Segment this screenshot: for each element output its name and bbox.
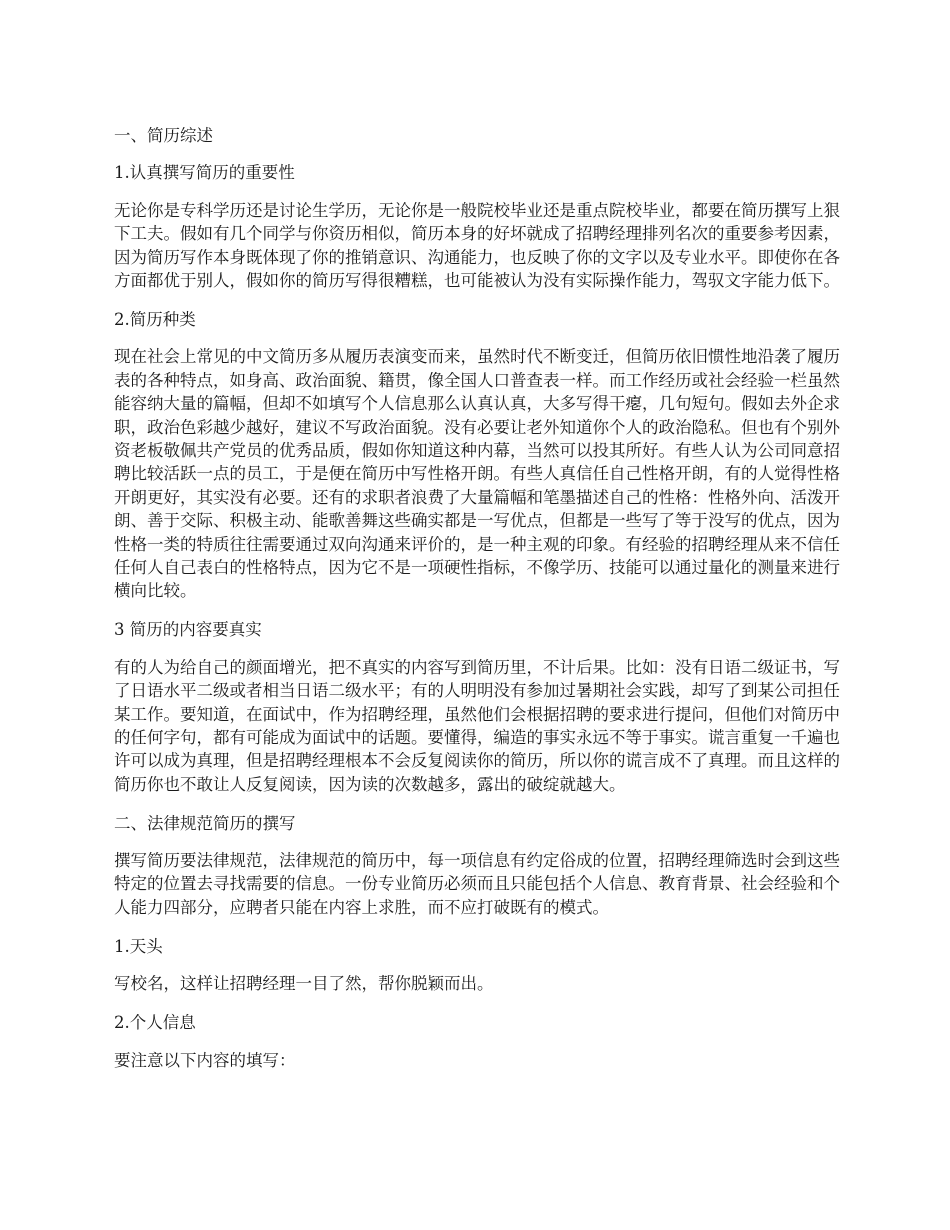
paragraph-types: 现在社会上常见的中文简历多从履历表演变而来，虽然时代不断变迁，但简历依旧惯性地沿袭了履历表的各种特点，如身高、政治面貌、籍贯，像全国人口普查表一样。而工作经历或社会经验一栏虽然能容纳大量的篇幅，但却不如填写个人信息那么认真认真，大多写得干瘪，几句短句。假如去外企求职，政治色彩越少越好，建议不写政治面貌。没有必要让老外知道你个人的政治隐私。但也有个别外资老板敬佩共产党员的优秀品质，假如你知道这种内幕，当然可以投其所好。有些人认为公司同意招聘比较活跃一点的员工，于是便在简历中写性格开朗。有些人真信任自己性格开朗，有的人觉得性格开朗更好，其实没有必要。还有的求职者浪费了大量篇幅和笔墨描述自己的性格：性格外向、活泼开朗、善于交际、积极主动、能歌善舞这些确实都是一写优点，但都是一些写了等于没写的优点，因为性格一类的特质往往需要通过双向沟通来评价的，是一种主观的印象。有经验的招聘经理从来不信任任何人自己表白的性格特点，因为它不是一项硬性指标，不像学历、技能可以通过量化的测量来进行横向比较。 bbox=[114, 347, 840, 601]
paragraph-personal-info: 要注意以下内容的填写： bbox=[114, 1050, 296, 1070]
subheading-types: 2.简历种类 bbox=[114, 309, 196, 329]
subheading-importance: 1.认真撰写简历的重要性 bbox=[114, 163, 295, 183]
paragraph-truthful: 有的人为给自己的颜面增光，把不真实的内容写到简历里，不计后果。比如：没有日语二级证书，写了日语水平二级或者相当日语二级水平；有的人明明没有参加过暑期社会实践，却写了到某公司担任某工作。要知道，在面试中，作为招聘经理，虽然他们会根据招聘的要求进行提问，但他们对简历中的任何字句，都有可能成为面试中的话题。要懂得，编造的事实永远不等于事实。谎言重复一千遍也许可以成为真理，但是招聘经理根本不会反复阅读你的简历，所以你的谎言成不了真理。而且这样的简历你也不敢让人反复阅读，因为读的次数越多，露出的破绽就越大。 bbox=[114, 657, 840, 794]
subheading-truthful: 3 简历的内容要真实 bbox=[114, 620, 262, 640]
document-page bbox=[114, 124, 840, 1087]
section-heading-overview: 一、简历综述 bbox=[114, 126, 213, 145]
subheading-header: 1.天头 bbox=[114, 936, 163, 956]
paragraph-header: 写校名，这样让招聘经理一目了然，帮你脱颖而出。 bbox=[114, 974, 494, 994]
paragraph-legal: 撰写简历要法律规范，法律规范的简历中，每一项信息有约定俗成的位置，招聘经理筛选时会到这些特定的位置去寻找需要的信息。一份专业简历必须而且只能包括个人信息、教育背景、社会经验和个人能力四部分，应聘者只能在内容上求胜，而不应打破既有的模式。 bbox=[114, 851, 840, 917]
section-heading-legal: 二、法律规范简历的撰写 bbox=[114, 813, 296, 833]
paragraph-importance: 无论你是专科学历还是讨论生学历，无论你是一般院校毕业还是重点院校毕业，都要在简历撰写上狠下工夫。假如有几个同学与你资历相似，简历本身的好坏就成了招聘经理排列名次的重要参考因素，因为简历写作本身既体现了你的推销意识、沟通能力，也反映了你的文字以及专业水平。即使你在各方面都优于别人，假如你的简历写得很糟糕，也可能被认为没有实际操作能力，驾驭文字能力低下。 bbox=[114, 200, 840, 291]
subheading-personal-info: 2.个人信息 bbox=[114, 1013, 196, 1033]
